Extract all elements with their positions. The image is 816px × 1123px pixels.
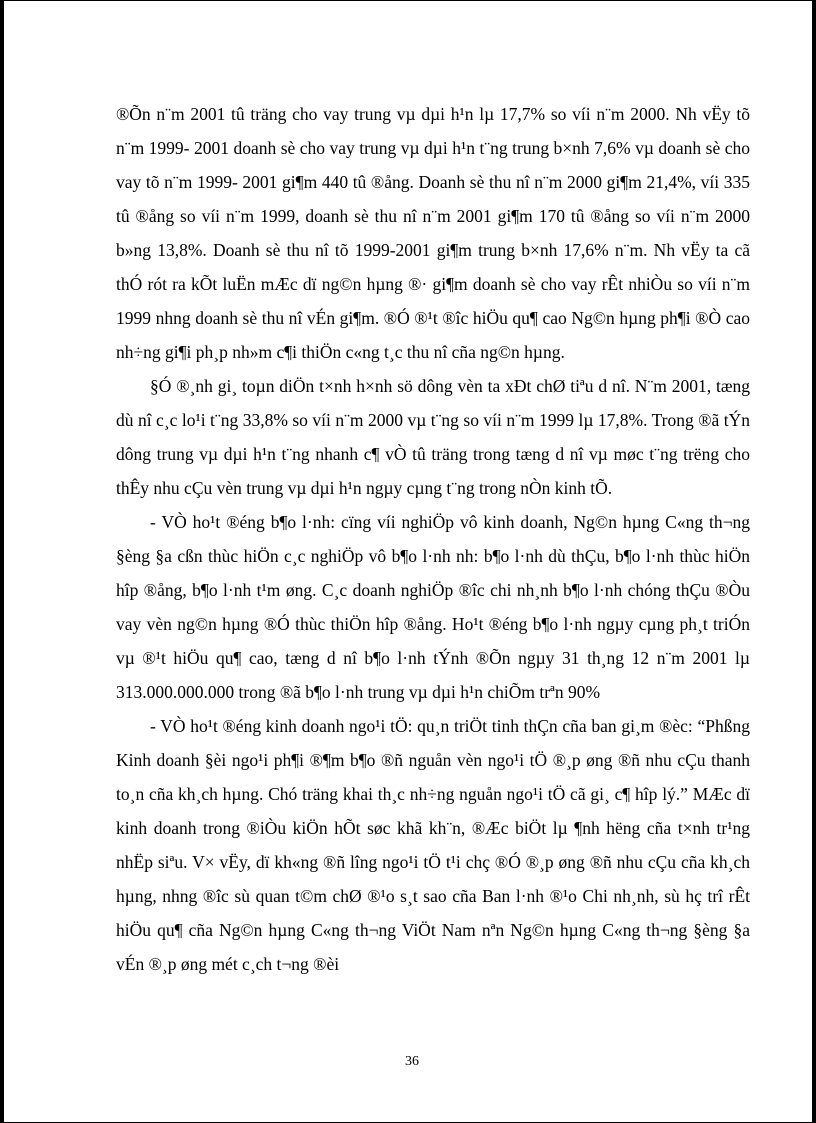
paragraph-3: - VÒ ho¹t ®éng b¶o l·nh: cïng víi nghiÖp vô kinh doanh, Ng©n hµng C«ng th¬ng §èng §a cßn thùc hiÖn c¸c nghiÖp vô b¶o l·nh nh: b¶o l·nh dù thÇu, b¶o l·nh thùc hiÖn hîp ®ång, b¶o l·nh t¹m øng. C¸c doanh nghiÖp ®îc chi nh¸nh b¶o l·nh chóng thÇu ®Òu vay vèn ng©n hµng ®Ó thùc thiÖn hîp ®ång. Ho¹t ®éng b¶o l·nh ngµy cµng ph¸t triÓn vµ ®¹t hiÖu qu¶ cao, tæng d nî b¶o l·nh tÝnh ®Õn ngµy 31 th¸ng 12 n¨m 2001 lµ 313.000.000.000 trong ®ã b¶o l·nh trung vµ dµi h¹n chiÕm trªn 90% — [116, 512, 750, 702]
body-text — [116, 97, 750, 981]
paragraph-2: §Ó ®¸nh gi¸ toµn diÖn t×nh h×nh sö dông vèn ta xÐt chØ tiªu d nî. N¨m 2001, tæng dù nî c¸c lo¹i t¨ng 33,8% so víi n¨m 2000 vµ t¨ng so víi n¨m 1999 lµ 17,8%. Trong ®ã tÝn dông trung vµ dµi h¹n t¨ng nhanh c¶ vÒ tû träng trong tæng d nî vµ møc t¨ng trëng cho thÊy nhu cÇu vèn trung vµ dµi h¹n ngµy cµng t¨ng trong nÒn kinh tÕ. — [116, 376, 750, 498]
paragraph-1: ®Õn n¨m 2001 tû träng cho vay trung vµ dµi h¹n lµ 17,7% so víi n¨m 2000. Nh vËy tõ n¨m 1999- 2001 doanh sè cho vay trung vµ dµi h¹n t¨ng trung b×nh 7,6% vµ doanh sè cho vay tõ n¨m 1999- 2001 gi¶m 440 tû ®ång. Doanh sè thu nî n¨m 2000 gi¶m 21,4%, víi 335 tû ®ång so víi n¨m 1999, doanh sè thu nî n¨m 2001 gi¶m 170 tû ®ång so víi n¨m 2000 b»ng 13,8%. Doanh sè thu nî tõ 1999-2001 gi¶m trung b×nh 17,6% n¨m. Nh vËy ta cã thÓ rót ra kÕt luËn mÆc dï ng©n hµng ®· gi¶m doanh sè cho vay rÊt nhiÒu so víi n¨m 1999 nhng doanh sè thu nî vÉn gi¶m. ®Ó ®¹t ®îc hiÖu qu¶ cao Ng©n hµng ph¶i ®Ò cao nh÷ng gi¶i ph¸p nh»m c¶i thiÖn c«ng t¸c thu nî cña ng©n hµng. — [116, 104, 750, 362]
paragraph-4: - VÒ ho¹t ®éng kinh doanh ngo¹i tÖ: qu¸n triÖt tinh thÇn cña ban gi¸m ®èc: “Phßng Kinh doanh §èi ngo¹i ph¶i ®¶m b¶o ®ñ nguån vèn ngo¹i tÖ ®¸p øng ®ñ nhu cÇu thanh to¸n cña kh¸ch hµng. Chó träng khai th¸c nh÷ng nguån ngo¹i tÖ cã gi¸ c¶ hîp lý.” MÆc dï kinh doanh trong ®iÒu kiÖn hÕt søc khã kh¨n, ®Æc biÖt lµ ¶nh hëng cña t×nh tr¹ng nhËp siªu. V× vËy, dï kh«ng ®ñ lîng ngo¹i tÖ t¹i chç ®Ó ®¸p øng ®ñ nhu cÇu cña kh¸ch hµng, nhng ®îc sù quan t©m chØ ®¹o s¸t sao cña Ban l·nh ®¹o Chi nh¸nh, sù hç trî rÊt hiÖu qu¶ cña Ng©n hµng C«ng th¬ng ViÖt Nam nªn Ng©n hµng C«ng th¬ng §èng §a vÉn ®¸p øng mét c¸ch t¬ng ®èi — [116, 716, 750, 974]
page-number: 36 — [405, 1054, 419, 1069]
